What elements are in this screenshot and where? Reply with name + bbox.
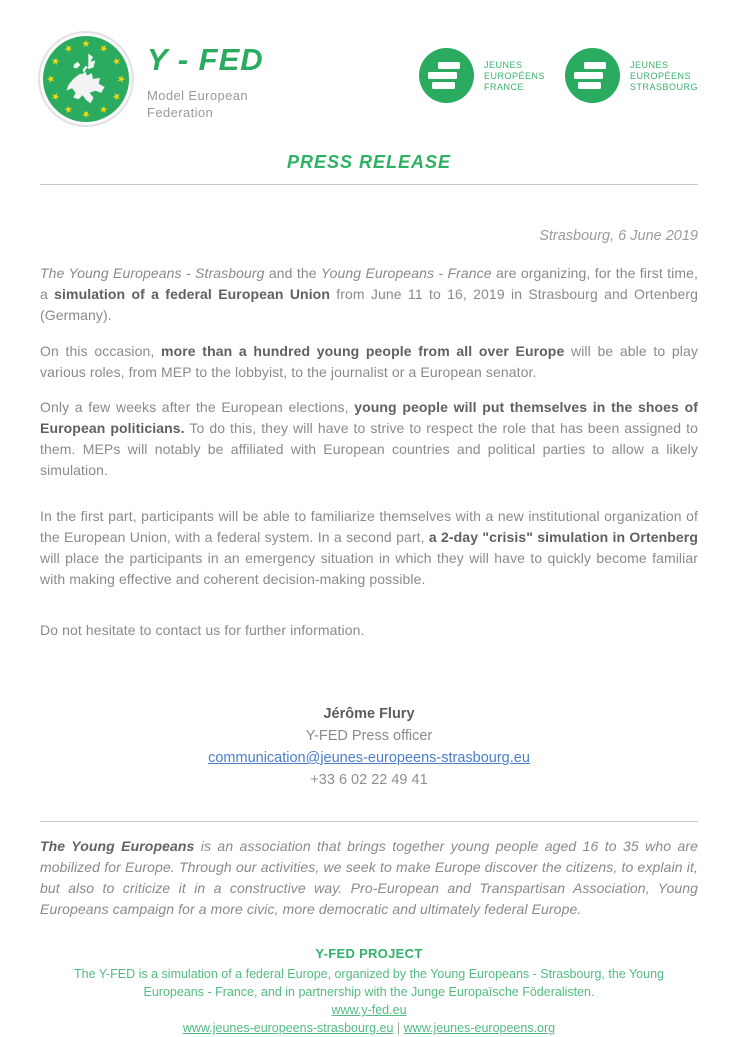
contact-block: [40, 703, 698, 791]
contact-name: Jérôme Flury: [323, 706, 415, 722]
org-label-france: JEUNES EUROPÉENS FRANCE: [483, 60, 545, 92]
yfed-subtitle-line1: Model European: [147, 88, 248, 103]
title-divider: [40, 184, 698, 185]
link-separator: |: [396, 1021, 401, 1035]
contact-phone: +33 6 02 22 49 41: [310, 772, 428, 788]
footer: [40, 945, 698, 1037]
about-paragraph: The Young Europeans is an association that brings together young people aged 16 to 35 who are mobilized for Europe. Through our activities, we seek to make Europe discover the citizens, to explain it, but also to criticize it in a constructive way. Pro-European and Transpartisan Association, Young Europeans campaign for a more civic, more democratic and ultimately federal Europe.: [40, 838, 698, 917]
footer-description: The Y-FED is a simulation of a federal Europe, organized by the Young Europeans - Strasbourg, the Young Europeans - France, and in partnership with the Junge Europaïsche Föderalisten.: [74, 967, 664, 999]
yfed-brand-text: [147, 33, 264, 125]
yfed-subtitle: [147, 87, 264, 121]
footer-title: Y-FED PROJECT: [315, 946, 423, 961]
yfed-europe-stars-logo-icon: [40, 33, 132, 125]
star-icon: [114, 73, 126, 85]
page-title: PRESS RELEASE: [286, 152, 452, 172]
jeunes-europeens-website-link[interactable]: www.jeunes-europeens.org: [403, 1021, 556, 1035]
paragraph-1: The Young Europeans - Strasbourg and the Young Europeans - France are organizing, for the first time, a simulation of a federal European Union from June 11 to 16, 2019 in Strasbourg and Ortenberg (Germany).: [40, 265, 698, 323]
jeunes-europeens-strasbourg-logo: [565, 48, 698, 125]
paragraph-5: Do not hesitate to contact us for further information.: [40, 622, 365, 638]
paragraph-3: Only a few weeks after the European elections, young people will put themselves in the shoes of European politicians. To do this, they will have to strive to respect the role that has been assigned to them. MEPs will notably be affiliated with European countries and political parties to allow a likely simulation.: [40, 399, 698, 478]
jeunes-europeens-logo-icon: [419, 48, 474, 103]
footer-divider: [40, 821, 698, 822]
footer-links-row: [40, 1019, 698, 1037]
yfed-subtitle-line2: Federation: [147, 105, 214, 120]
contact-email-link[interactable]: communication@jeunes-europeens-strasbourg.eu: [208, 750, 530, 766]
dateline: Strasbourg, 6 June 2019: [539, 228, 698, 244]
header: [40, 0, 698, 125]
paragraph-4: In the first part, participants will be able to familiarize themselves with a new institutional organization of the European Union, with a federal system. In a second part, a 2-day "crisis" simulation in Ortenberg will place the participants in an emergency situation in which they will have to quickly become familiar with making effective and coherent decision-making possible.: [40, 508, 699, 587]
strasbourg-website-link[interactable]: www.jeunes-europeens-strasbourg.eu: [182, 1021, 394, 1035]
paragraph-2: On this occasion, more than a hundred young people from all over Europe will be able to play various roles, from MEP to the lobbyist, to the journalist or a European senator.: [40, 343, 699, 380]
yfed-title: Y - FED: [147, 42, 264, 77]
star-icon: [80, 107, 92, 119]
jeunes-europeens-france-logo: [419, 48, 545, 125]
org-logos: [419, 33, 698, 125]
europe-map-icon: [57, 50, 115, 108]
jeunes-europeens-logo-icon: [565, 48, 620, 103]
org-label-strasbourg: JEUNES EUROPÉENS STRASBOURG: [629, 60, 698, 92]
footer-primary-link-row: [40, 1001, 698, 1019]
contact-role: Y-FED Press officer: [305, 728, 433, 744]
yfed-brand: [40, 33, 264, 125]
yfed-website-link[interactable]: www.y-fed.eu: [331, 1003, 407, 1017]
